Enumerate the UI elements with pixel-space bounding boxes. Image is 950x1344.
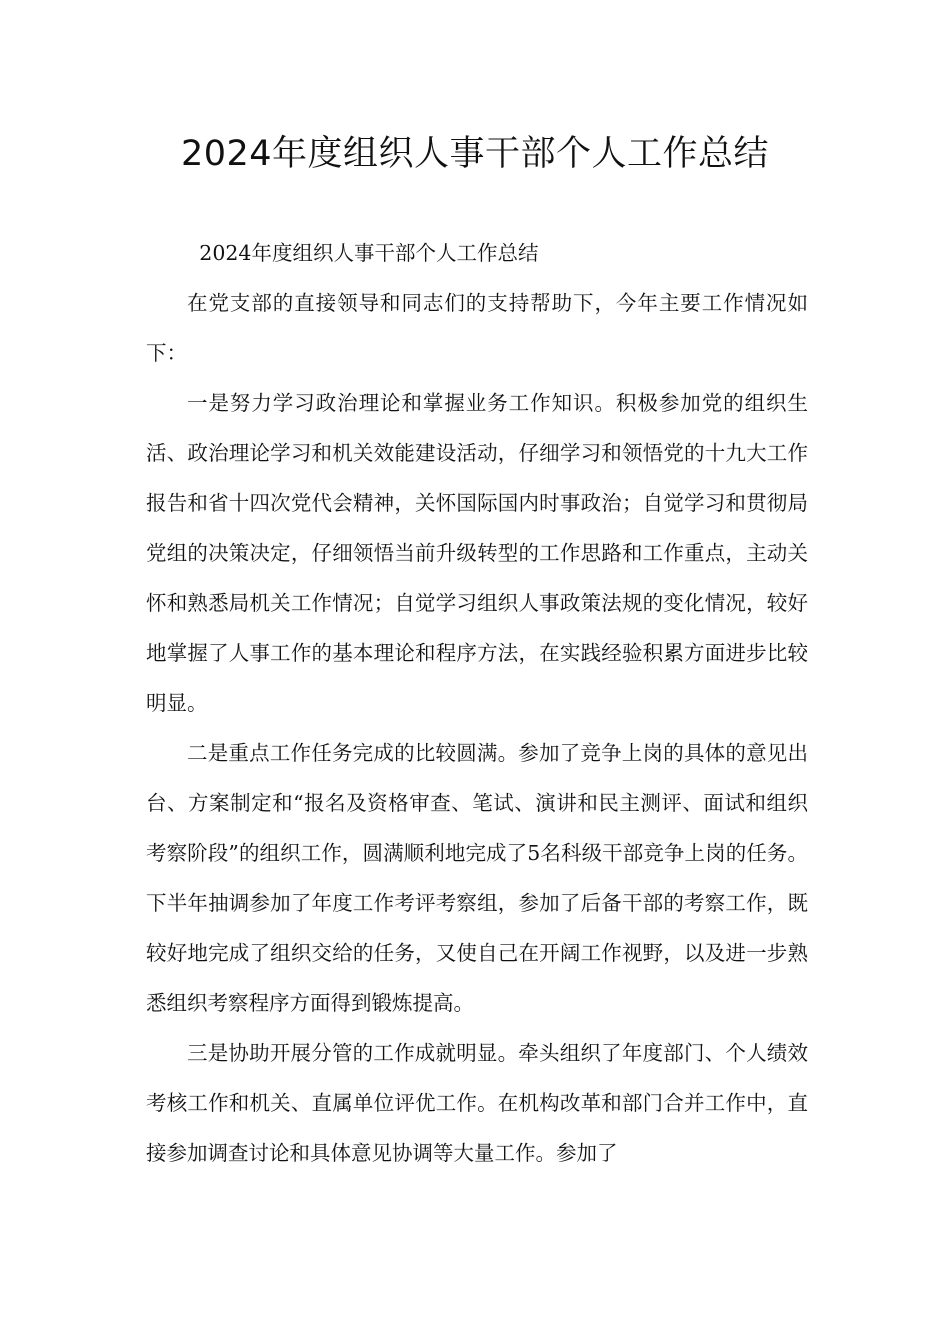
document-title: 2024年度组织人事干部个人工作总结 — [180, 134, 770, 174]
paragraph-key-tasks: 二是重点工作任务完成的比较圆满。参加了竞争上岗的具体的意见出台、方案制定和“报名及资格审查、笔试、演讲和民主测评、面试和组织考察阶段”的组织工作，圆满顺利地完成了5名科级干部竞争上岗的任务。下半年抽调参加了年度工作考评考察组，参加了后备干部的考察工作，既较好地完成了组织交给的任务，又使自己在开阔工作视野，以及进一步熟悉组织考察程序方面得到锻炼提高。 — [146, 741, 808, 1015]
paragraph-intro: 在党支部的直接领导和同志们的支持帮助下，今年主要工作情况如下： — [146, 291, 808, 365]
paragraph-assist-work: 三是协助开展分管的工作成就明显。牵头组织了年度部门、个人绩效考核工作和机关、直属单位评优工作。在机构改革和部门合并工作中，直接参加调查讨论和具体意见协调等大量工作。参加了 — [146, 1041, 808, 1165]
paragraph-study: 一是努力学习政治理论和掌握业务工作知识。积极参加党的组织生活、政治理论学习和机关效能建设活动，仔细学习和领悟党的十九大工作报告和省十四次党代会精神，关怀国际国内时事政治；自觉学习和贯彻局党组的决策决定，仔细领悟当前升级转型的工作思路和工作重点，主动关怀和熟悉局机关工作情况；自觉学习组织人事政策法规的变化情况，较好地掌握了人事工作的基本理论和程序方法，在实践经验积累方面进步比较明显。 — [146, 391, 808, 715]
document-subtitle: 2024年度组织人事干部个人工作总结 — [199, 241, 539, 265]
document-body — [146, 228, 808, 1178]
